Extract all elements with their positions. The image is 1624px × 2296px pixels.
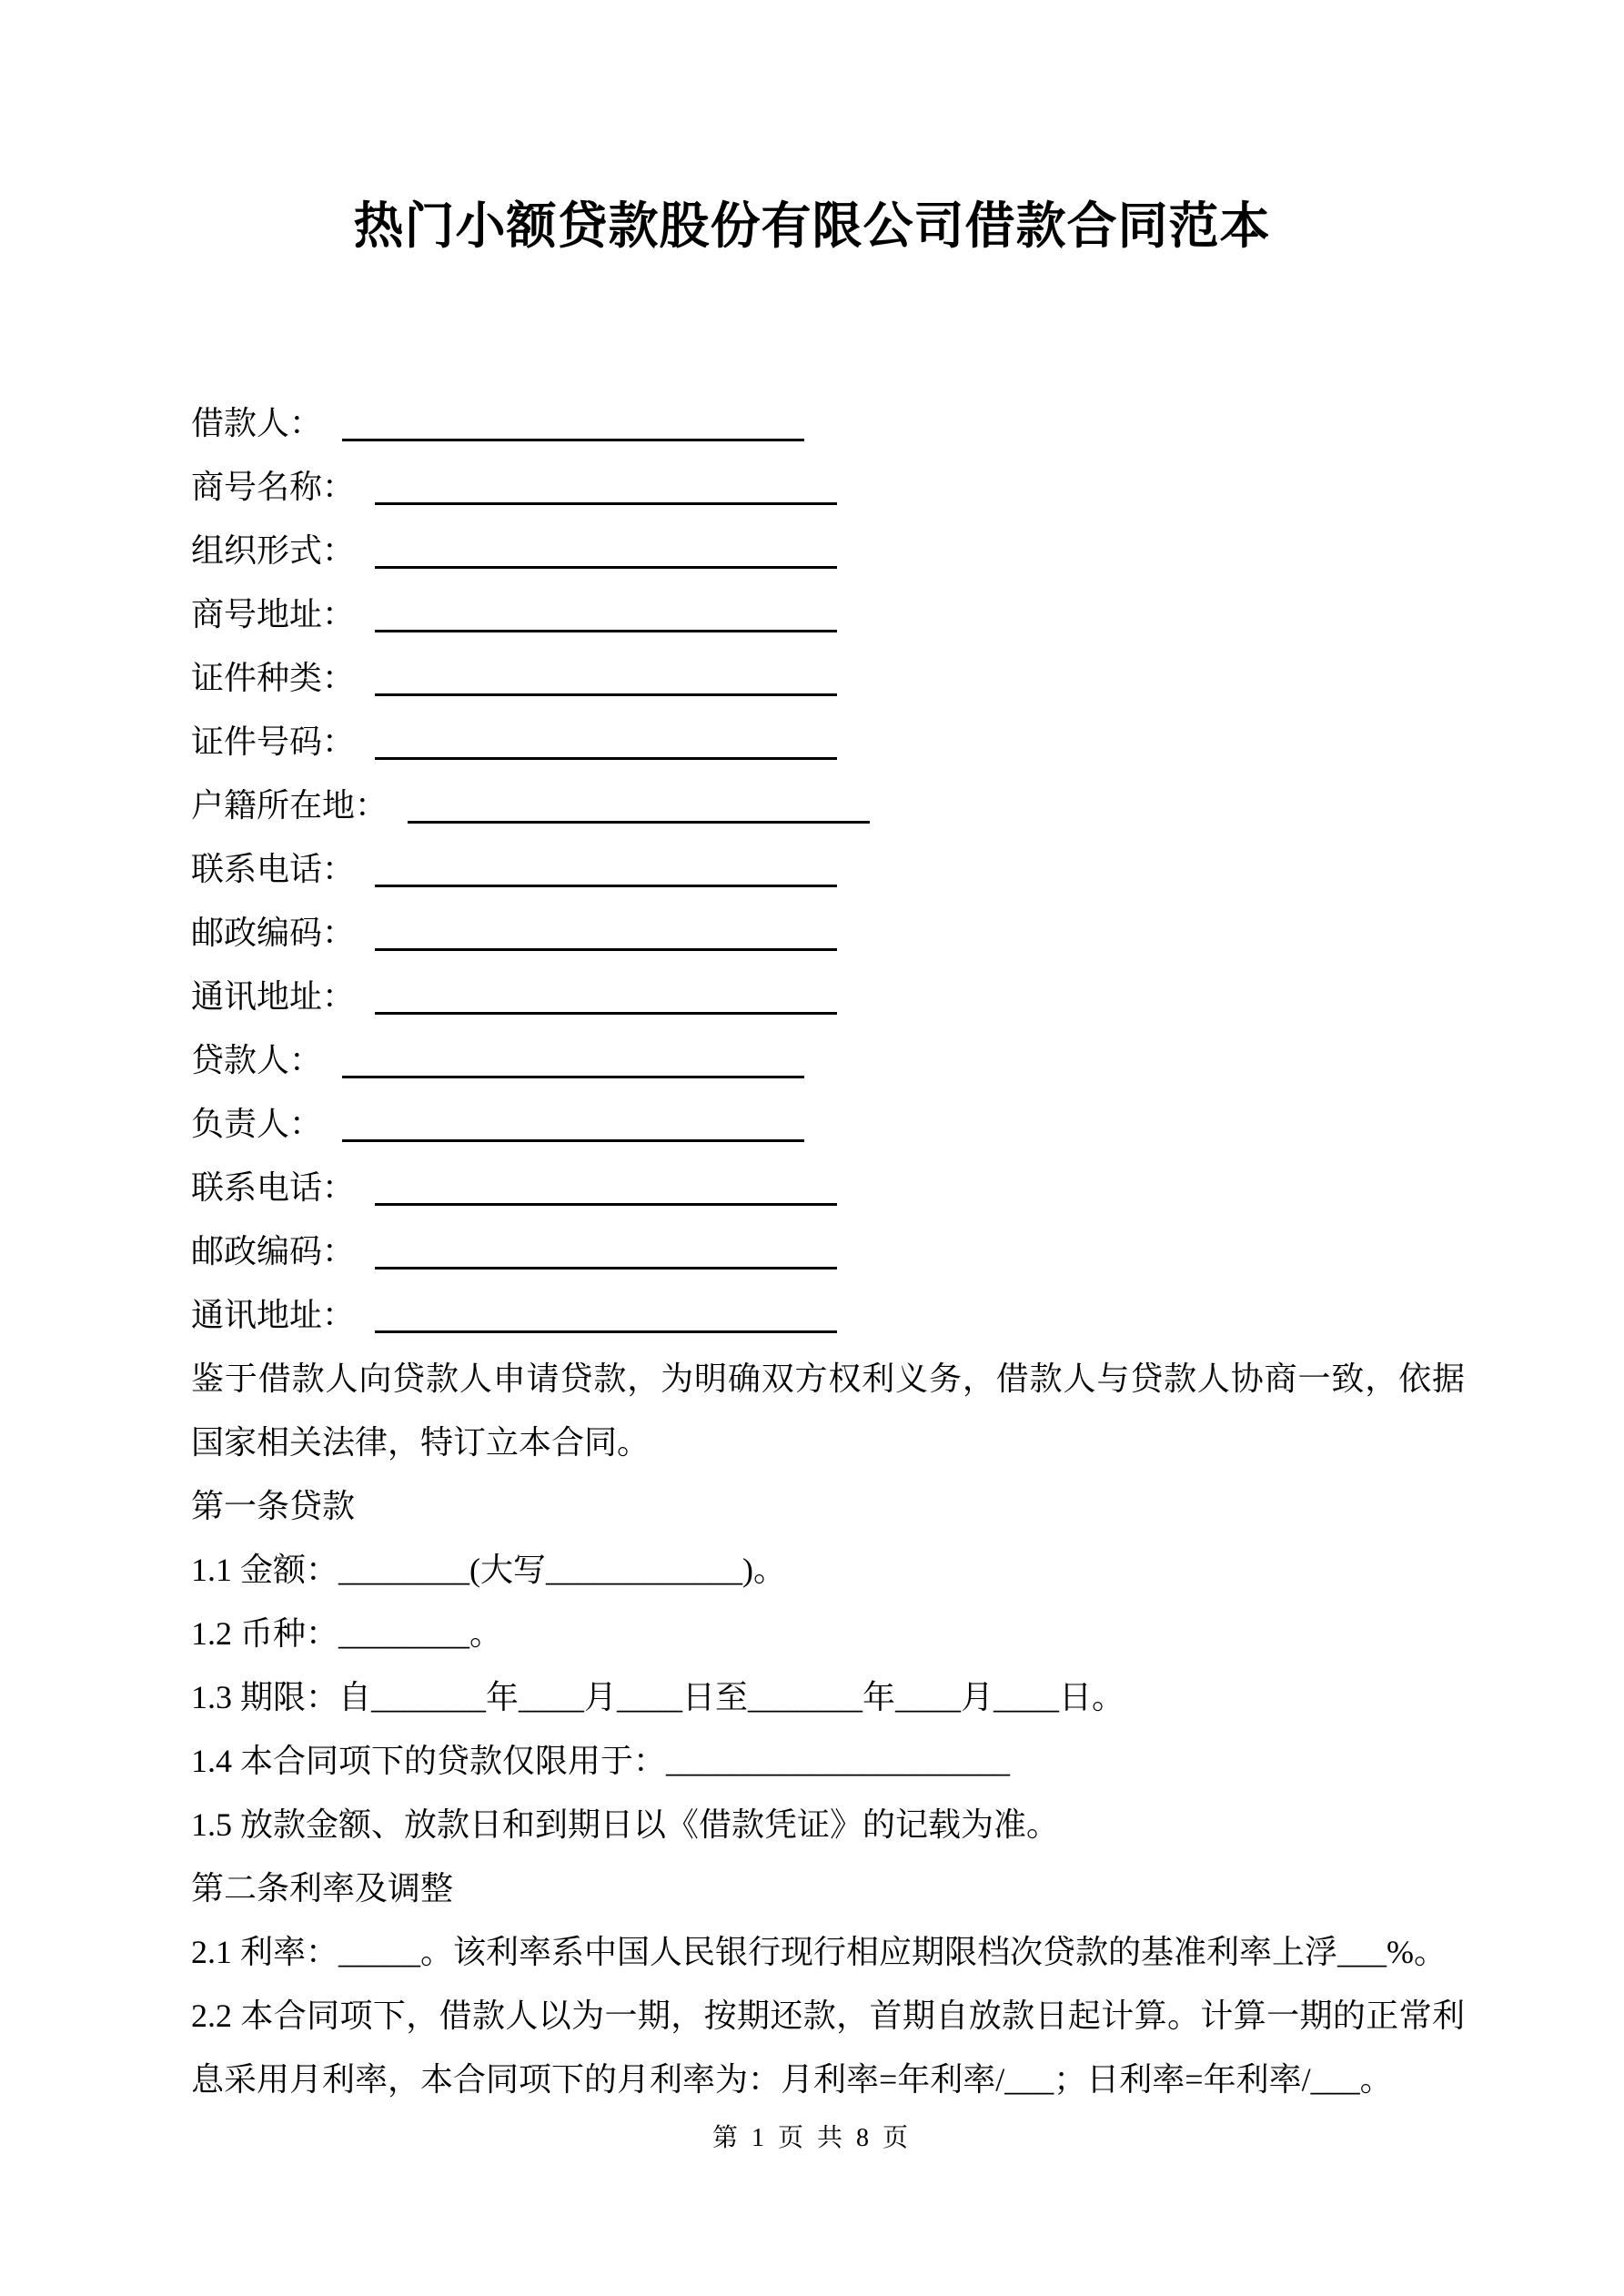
preamble-paragraph: 鉴于借款人向贷款人申请贷款，为明确双方权利义务，借款人与贷款人协商一致，依据国家相关法律，特订立本合同。 — [191, 1360, 1465, 1461]
blank-underline — [408, 821, 870, 824]
field-label: 负责人： — [191, 1106, 323, 1142]
clause-1-5: 1.5 放款金额、放款日和到期日以《借款凭证》的记载为准。 — [191, 1806, 1060, 1843]
field-row-id-number — [191, 710, 1465, 774]
field-label: 邮政编码： — [191, 915, 356, 951]
field-label: 组织形式： — [191, 532, 356, 569]
article2-heading: 第二条利率及调整 — [191, 1870, 454, 1907]
field-label: 户籍所在地： — [191, 787, 388, 824]
field-label: 借款人： — [191, 405, 323, 441]
clause-1-3: 1.3 期限：自_______年____月____日至_______年____月____日。 — [191, 1679, 1125, 1715]
blank-underline — [342, 1139, 804, 1142]
field-row-trade-name — [191, 455, 1465, 519]
field-label: 联系电话： — [191, 1169, 356, 1206]
blank-underline — [375, 1267, 837, 1269]
article1-heading: 第一条贷款 — [191, 1488, 356, 1524]
field-row-phone-borrower — [191, 837, 1465, 901]
field-row-mailing-address-borrower — [191, 965, 1465, 1028]
field-label: 贷款人： — [191, 1042, 323, 1078]
clause-1-2: 1.2 币种：________。 — [191, 1615, 503, 1652]
field-row-borrower — [191, 391, 1465, 455]
blank-underline — [375, 757, 837, 760]
blank-underline — [375, 885, 837, 887]
clause-2-1: 2.1 利率：_____。该利率系中国人民银行现行相应期限档次贷款的基准利率上浮___%。 — [191, 1934, 1447, 1970]
blank-underline — [375, 1330, 837, 1333]
blank-underline — [375, 1203, 837, 1206]
blank-underline — [342, 1076, 804, 1078]
field-row-phone-lender — [191, 1156, 1465, 1219]
field-label: 通讯地址： — [191, 978, 356, 1015]
clause-1-1: 1.1 金额：________(大写____________)。 — [191, 1552, 786, 1588]
blank-underline — [375, 502, 837, 505]
page-title: 热门小额贷款股份有限公司借款合同范本 — [353, 198, 1271, 254]
field-row-lender — [191, 1028, 1465, 1092]
field-row-id-type — [191, 646, 1465, 710]
clause-1-4: 1.4 本合同项下的贷款仅限用于：_____________________ — [191, 1743, 1011, 1779]
field-row-organization-form — [191, 519, 1465, 582]
blank-underline — [375, 566, 837, 569]
blank-underline — [375, 948, 837, 951]
clause-2-2: 2.2 本合同项下，借款人以为一期，按期还款，首期自放款日起计算。计算一期的正常利息采用月利率，本合同项下的月利率为：月利率=年利率/___；日利率=年利率/___。 — [191, 1998, 1465, 2098]
field-row-household-registration — [191, 774, 1465, 837]
field-row-mailing-address-lender — [191, 1283, 1465, 1347]
blank-underline — [342, 439, 804, 441]
field-label: 邮政编码： — [191, 1233, 356, 1269]
field-row-postcode-lender — [191, 1219, 1465, 1283]
field-label: 联系电话： — [191, 851, 356, 887]
party-info-fields — [191, 391, 1465, 1347]
field-row-trade-address — [191, 582, 1465, 646]
blank-underline — [375, 1012, 837, 1015]
field-label: 商号地址： — [191, 596, 356, 632]
field-label: 证件种类： — [191, 660, 356, 696]
field-row-person-in-charge — [191, 1092, 1465, 1156]
contract-body — [191, 391, 1465, 2111]
blank-underline — [375, 693, 837, 696]
field-row-postcode-borrower — [191, 901, 1465, 965]
field-label: 证件号码： — [191, 723, 356, 760]
blank-underline — [375, 630, 837, 632]
field-label: 商号名称： — [191, 469, 356, 505]
field-label: 通讯地址： — [191, 1297, 356, 1333]
page-footer: 第 1 页 共 8 页 — [711, 2124, 912, 2152]
